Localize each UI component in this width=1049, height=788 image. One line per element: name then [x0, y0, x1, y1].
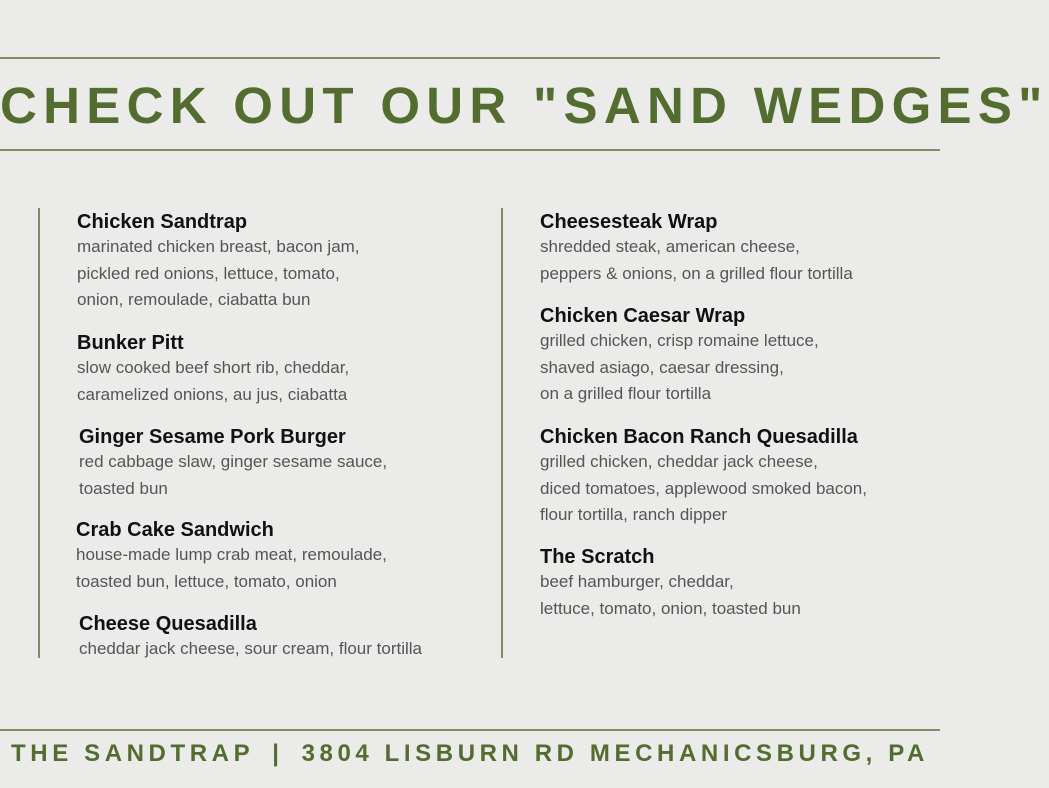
menu-item — [77, 331, 349, 408]
menu-item — [540, 210, 853, 287]
description-line: onion, remoulade, ciabatta bun — [77, 290, 311, 309]
footer-top-rule — [0, 729, 940, 731]
description-line: slow cooked beef short rib, cheddar, — [77, 358, 350, 377]
description-line: caramelized onions, au jus, ciabatta — [77, 384, 348, 404]
menu-item — [540, 304, 819, 408]
menu-item-description — [540, 569, 801, 622]
footer-restaurant-name: THE SANDTRAP — [11, 740, 255, 767]
menu-item — [77, 210, 360, 314]
menu-item-description — [540, 234, 853, 287]
menu-item-description — [540, 328, 819, 408]
menu-item-name: Bunker Pitt — [77, 332, 184, 354]
description-line: cheddar jack cheese, sour cream, flour tortilla — [79, 639, 422, 658]
footer-address — [0, 736, 940, 772]
footer-separator: | — [272, 740, 284, 767]
description-line: grilled chicken, crisp romaine lettuce, — [540, 331, 819, 350]
menu-item-description — [79, 636, 422, 663]
menu-item-description — [79, 449, 387, 502]
description-line: toasted bun — [79, 478, 168, 498]
menu-item-name: Cheesesteak Wrap — [540, 211, 718, 233]
menu-item — [540, 425, 867, 529]
description-line: marinated chicken breast, bacon jam, — [77, 237, 360, 256]
menu-item-name: Chicken Caesar Wrap — [540, 305, 746, 327]
menu-item-name: Crab Cake Sandwich — [76, 519, 274, 541]
description-line: pickled red onions, lettuce, tomato, — [77, 263, 340, 283]
description-line: beef hamburger, cheddar, — [540, 572, 734, 591]
menu-item — [540, 545, 801, 622]
description-line: toasted bun, lettuce, tomato, onion — [76, 571, 337, 591]
description-line: house-made lump crab meat, remoulade, — [76, 545, 387, 564]
center-column-rule — [501, 208, 503, 658]
menu-item — [76, 518, 387, 595]
menu-item-name: Chicken Sandtrap — [77, 211, 248, 233]
menu-item-name: Ginger Sesame Pork Burger — [79, 426, 346, 448]
description-line: shredded steak, american cheese, — [540, 237, 800, 256]
description-line: lettuce, tomato, onion, toasted bun — [540, 598, 801, 618]
menu-item-name: The Scratch — [540, 546, 655, 568]
description-line: grilled chicken, cheddar jack cheese, — [540, 452, 818, 471]
menu-item-description — [76, 542, 387, 595]
description-line: red cabbage slaw, ginger sesame sauce, — [79, 452, 388, 471]
description-line: shaved asiago, caesar dressing, — [540, 357, 784, 377]
menu-item-description — [77, 234, 360, 314]
description-line: on a grilled flour tortilla — [540, 384, 712, 403]
header-bottom-rule — [0, 149, 940, 151]
menu-item — [79, 612, 422, 663]
menu-item-description — [77, 355, 349, 408]
menu-item-name: Cheese Quesadilla — [79, 613, 257, 635]
description-line: diced tomatoes, applewood smoked bacon, — [540, 478, 867, 498]
menu-item-name: Chicken Bacon Ranch Quesadilla — [540, 426, 858, 448]
page-title: CHECK OUT OUR "SAND WEDGES" — [0, 77, 1049, 134]
menu-item — [79, 425, 387, 502]
left-column-rule — [38, 208, 40, 658]
menu-item-description — [540, 449, 867, 529]
header-top-rule — [0, 57, 940, 59]
description-line: flour tortilla, ranch dipper — [540, 505, 728, 524]
footer-street-address: 3804 LISBURN RD MECHANICSBURG, PA — [301, 740, 929, 767]
description-line: peppers & onions, on a grilled flour tortilla — [540, 263, 853, 283]
